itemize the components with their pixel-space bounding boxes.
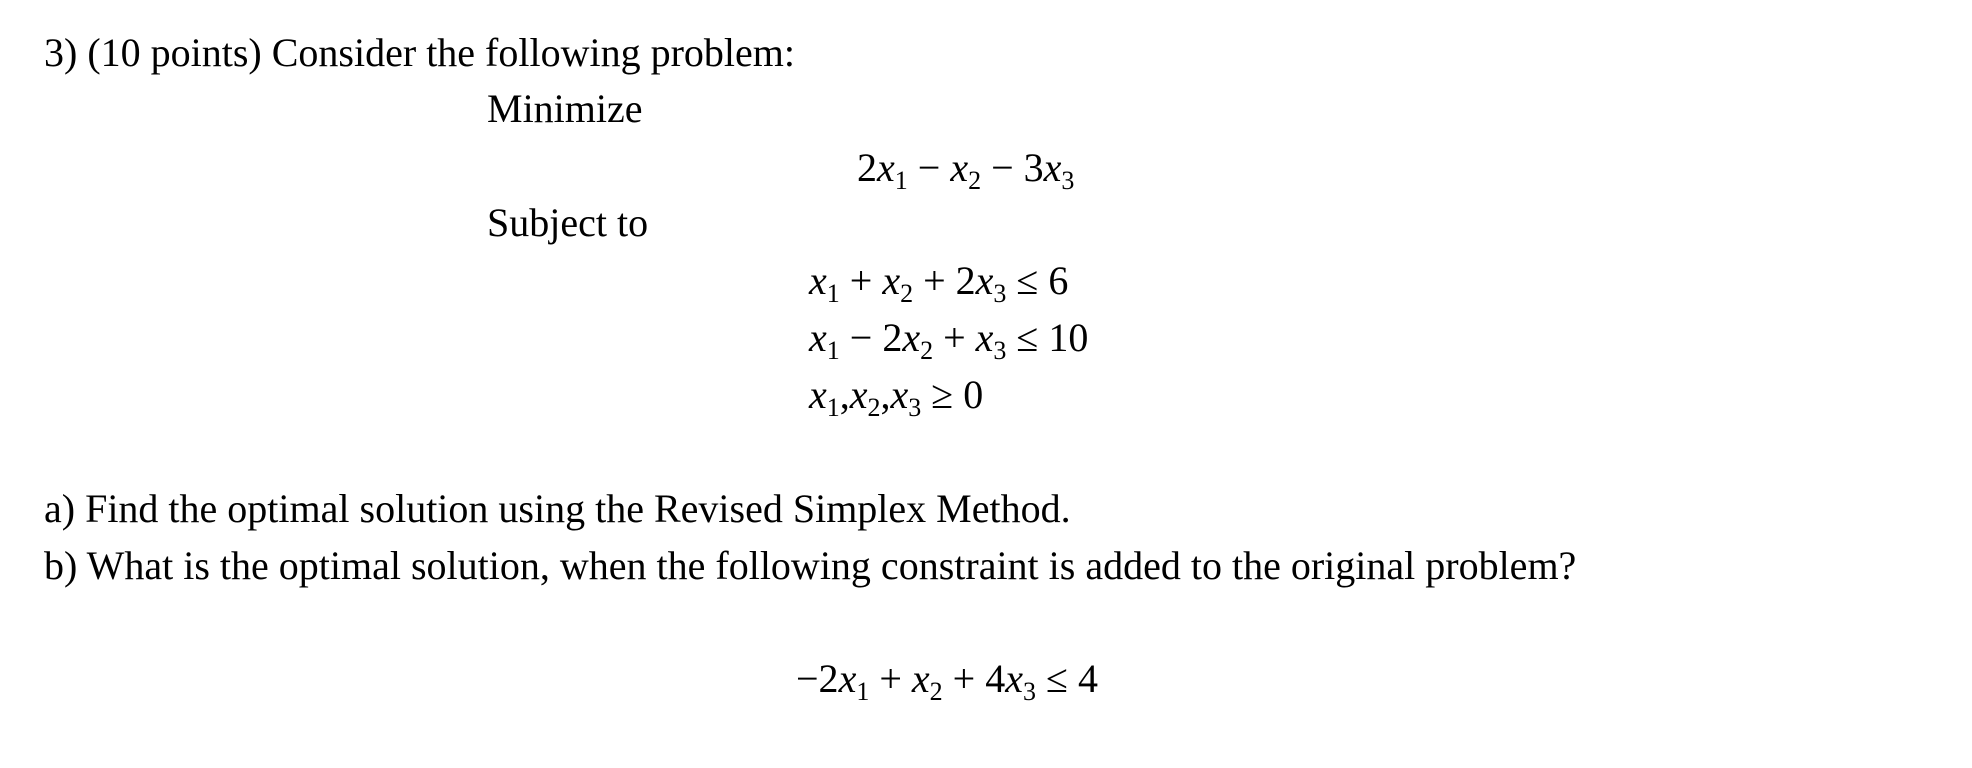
constraint-2: $x_1 - 2x_2 + x_3 \le 10$ <box>809 315 1089 365</box>
constraint-1: $x_1 + x_2 + 2x_3 \le 6$ <box>809 258 1069 308</box>
subject-to-label: Subject to <box>487 200 649 245</box>
part-b-question: b) What is the optimal solution, when the following constraint is added to the original problem? <box>44 543 1577 588</box>
problem-heading: 3) (10 points) Consider the following problem: <box>44 30 796 75</box>
nonnegativity-constraint: $x_1,x_2,x_3 \ge 0$ <box>809 372 984 422</box>
part-a-question: a) Find the optimal solution using the Revised Simplex Method. <box>44 486 1071 531</box>
added-constraint: $-2x_1 + x_2 + 4x_3 \le 4$ <box>796 656 1098 706</box>
minimize-label: Minimize <box>487 86 643 131</box>
objective-function: $2x_1 - x_2 - 3x_3$ <box>857 145 1075 195</box>
